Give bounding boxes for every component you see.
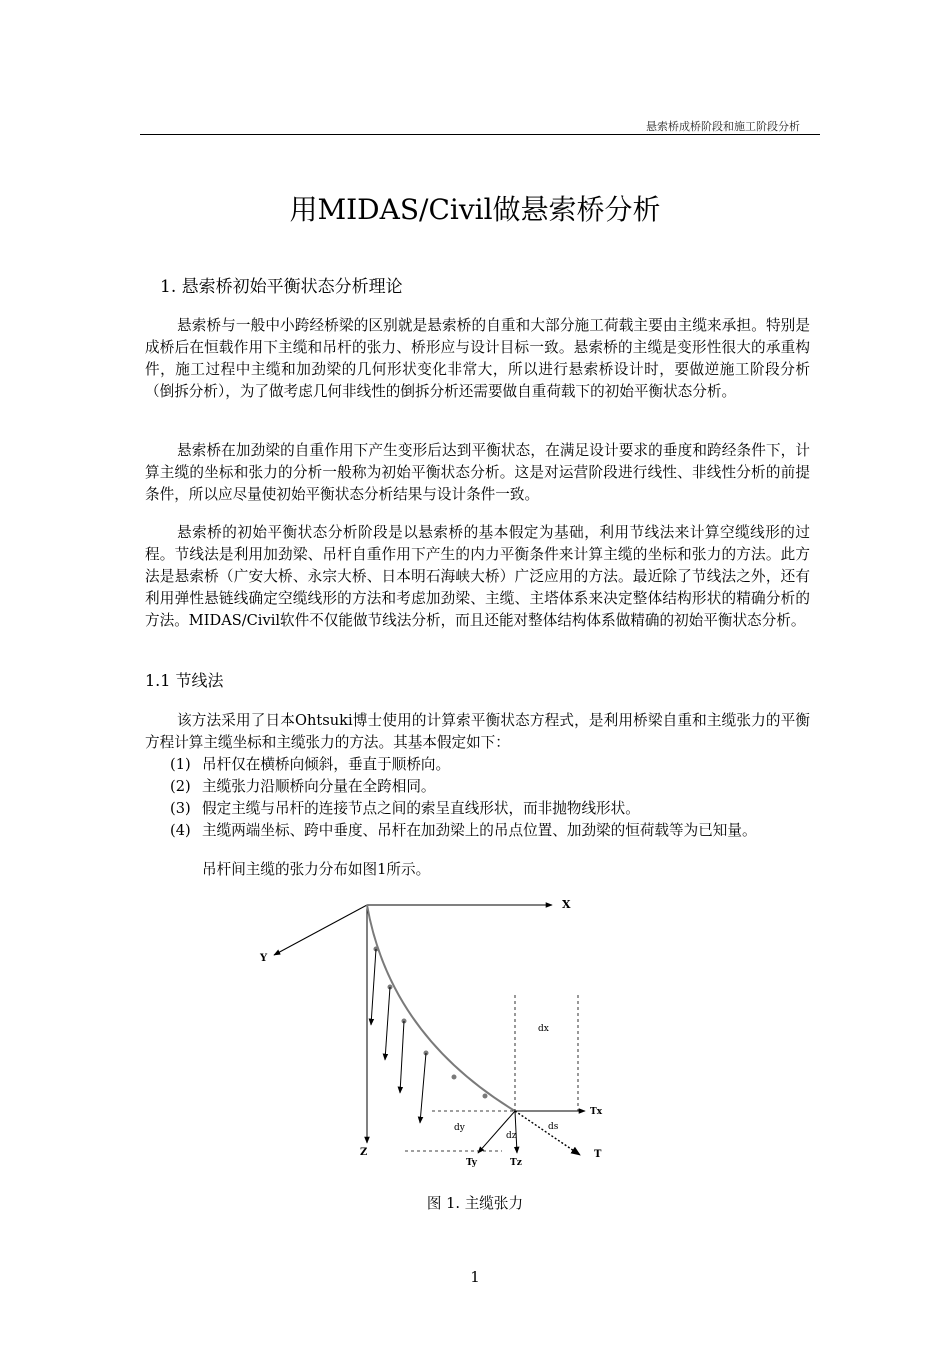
ty-label: Ty (466, 1158, 477, 1168)
paragraph-3: 悬索桥的初始平衡状态分析阶段是以悬索桥的基本假定为基础，利用节线法来计算空缆线形的过程。节线法是利用加劲梁、吊杆自重作用下产生的内力平衡条件来计算主缆的坐标和张力的方法。此方法是悬索桥（广安大桥、永宗大桥、日本明石海峡大桥）广泛应用的方法。最近除了节线法之外，还有利用弹性悬链线确定空缆线形的方法和考虑加劲梁、主缆、主塔体系来决定整体结构形状的精确分析的方法。MIDAS/Civil软件不仅能做节线法分析，而且还能对整体结构体系做精确的初始平衡状态分析。 (145, 524, 810, 629)
page-title: 用MIDAS/Civil做悬索桥分析 (289, 193, 661, 226)
list-item: (4) 主缆两端坐标、跨中垂度、吊杆在加劲梁上的吊点位置、加劲梁的恒荷载等为已知量。 (170, 822, 757, 839)
dx-label: dx (538, 1024, 549, 1034)
y-axis (274, 905, 367, 955)
assumption-list (170, 754, 757, 842)
paragraph-1: 悬索桥与一般中小跨经桥梁的区别就是悬索桥的自重和大部分施工荷载主要由主缆来承担。特别是成桥后在恒载作用下主缆和吊杆的张力、桥形应与设计目标一致。悬索桥的主缆是变形性很大的承重构件，施工过程中主缆和加劲梁的几何形状变化非常大，所以进行悬索桥设计时，要做逆施工阶段分析（倒拆分析），为了做考虑几何非线性的倒拆分析还需要做自重荷载下的初始平衡状态分析。 (145, 317, 810, 400)
list-item: (2) 主缆张力沿顺桥向分量在全跨相同。 (170, 778, 436, 795)
dy-label: dy (454, 1123, 465, 1133)
paragraph-5: 吊杆间主缆的张力分布如图1所示。 (202, 861, 431, 878)
t-label: T (594, 1149, 602, 1160)
t-arrow (515, 1111, 580, 1155)
header-rule (140, 134, 820, 135)
main-cable-curve (367, 905, 515, 1111)
paragraph-2: 悬索桥在加劲梁的自重作用下产生变形后达到平衡状态，在满足设计要求的垂度和跨经条件下，计算主缆的坐标和张力的分析一般称为初始平衡状态分析。这是对运营阶段进行线性、非线性分析的前提条件，所以应尽量使初始平衡状态分析结果与设计条件一致。 (145, 442, 810, 503)
cable-tension-diagram (240, 885, 640, 1175)
tz-label: Tz (510, 1158, 522, 1168)
y-axis-label: Y (260, 953, 268, 964)
x-axis-label: X (562, 898, 571, 911)
running-header: 悬索桥成桥阶段和施工阶段分析 (646, 120, 800, 133)
section-heading-1-1: 1.1 节线法 (145, 671, 224, 690)
hanger-arrows (371, 949, 426, 1123)
section-heading-1: 1. 悬索桥初始平衡状态分析理论 (160, 277, 403, 297)
page-number: 1 (470, 1268, 480, 1286)
z-axis-label: Z (360, 1147, 368, 1158)
cable-nodes (374, 947, 488, 1099)
ds-label: ds (548, 1122, 559, 1132)
tx-label: Tx (590, 1107, 603, 1117)
list-item: (3) 假定主缆与吊杆的连接节点之间的索呈直线形状，而非抛物线形状。 (170, 800, 640, 817)
list-item: (1) 吊杆仅在横桥向倾斜，垂直于顺桥向。 (170, 756, 451, 773)
figure-caption: 图 1. 主缆张力 (426, 1195, 524, 1212)
dz-label: dz (506, 1131, 517, 1141)
paragraph-4: 该方法采用了日本Ohtsuki博士使用的计算索平衡状态方程式，是利用桥梁自重和主缆张力的平衡方程计算主缆坐标和主缆张力的方法。其基本假定如下： (145, 712, 810, 751)
